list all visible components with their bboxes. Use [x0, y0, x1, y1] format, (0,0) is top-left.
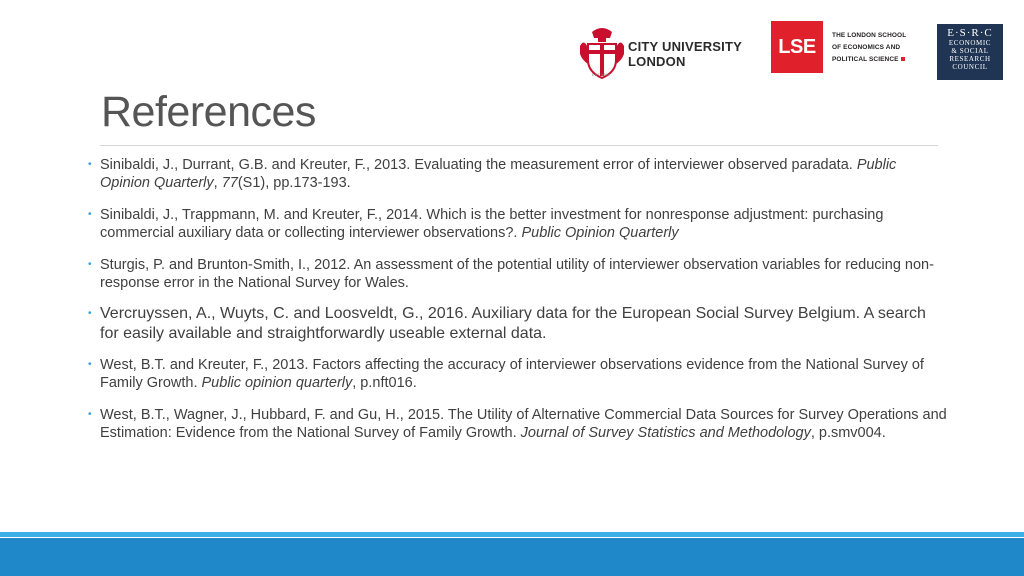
reference-item: [88, 304, 948, 344]
footer-accent-band: [0, 532, 1024, 537]
lse-text-line1: THE LONDON SCHOOL: [832, 32, 907, 39]
reference-text: West, B.T. and Kreuter, F., 2013. Factors affecting the accuracy of interviewer observations evidence from the National Survey of Family Growth. Public opinion quarterly, p.nft016.: [100, 357, 924, 391]
lse-text-line2: OF ECONOMICS AND: [832, 44, 901, 51]
city-university-logo: [578, 24, 758, 80]
bullet-icon: •: [88, 209, 92, 220]
city-university-name: [628, 39, 742, 69]
esrc-line5: COUNCIL: [952, 63, 988, 71]
lse-logo-text: [832, 30, 924, 66]
footer-band: [0, 538, 1024, 576]
reference-item: [88, 156, 948, 192]
esrc-logo: [937, 24, 1003, 80]
reference-item: [88, 356, 948, 392]
esrc-line4: RESEARCH: [949, 55, 991, 63]
city-name-line1: CITY UNIVERSITY: [628, 39, 743, 54]
bullet-icon: •: [88, 308, 92, 319]
references-list: [88, 156, 948, 442]
reference-text: Sinibaldi, J., Durrant, G.B. and Kreuter, F., 2013. Evaluating the measurement error of interviewer observed paradata. Public Opinion Quarterly, 77(S1), pp.173-193.: [100, 157, 897, 191]
city-est-text: EST 1894: [592, 72, 610, 77]
esrc-line2: ECONOMIC: [948, 39, 992, 47]
reference-item: [88, 256, 948, 292]
esrc-line3: & SOCIAL: [951, 47, 989, 55]
lse-text-line3-wrap: [832, 54, 924, 66]
reference-text: Vercruyssen, A., Wuyts, C. and Loosveldt, G., 2016. Auxiliary data for the European Social Survey Belgium. A search for easily available and straightforwardly useable external data.: [100, 305, 926, 342]
reference-text: West, B.T., Wagner, J., Hubbard, F. and Gu, H., 2015. The Utility of Alternative Commercial Data Sources for Survey Operations and Estimation: Evidence from the National Survey of Family Growth. Journal of Survey Statistics and Methodology, p.smv004.: [100, 407, 947, 441]
city-name-line2: LONDON: [628, 54, 686, 69]
reference-text: Sturgis, P. and Brunton-Smith, I., 2012. An assessment of the potential utility of interviewer observation variables for reducing non-response error in the National Survey for Wales.: [100, 257, 934, 291]
lse-red-square-icon: [901, 57, 905, 61]
title-divider: [100, 145, 938, 146]
bullet-icon: •: [88, 259, 92, 270]
reference-item: [88, 406, 948, 442]
bullet-icon: •: [88, 159, 92, 170]
reference-text: Sinibaldi, J., Trappmann, M. and Kreuter, F., 2014. Which is the better investment for nonresponse adjustment: purchasing commercial auxiliary data or collecting interviewer observations?. Public Opinion Quarterly: [100, 207, 884, 241]
esrc-line1: E·S·R·C: [947, 27, 993, 39]
lse-logo-mark: LSE: [771, 21, 823, 73]
bullet-icon: •: [88, 359, 92, 370]
bullet-icon: •: [88, 409, 92, 420]
lse-text-line3: POLITICAL SCIENCE: [832, 56, 899, 63]
page-title: References: [101, 88, 316, 136]
reference-item: [88, 206, 948, 242]
